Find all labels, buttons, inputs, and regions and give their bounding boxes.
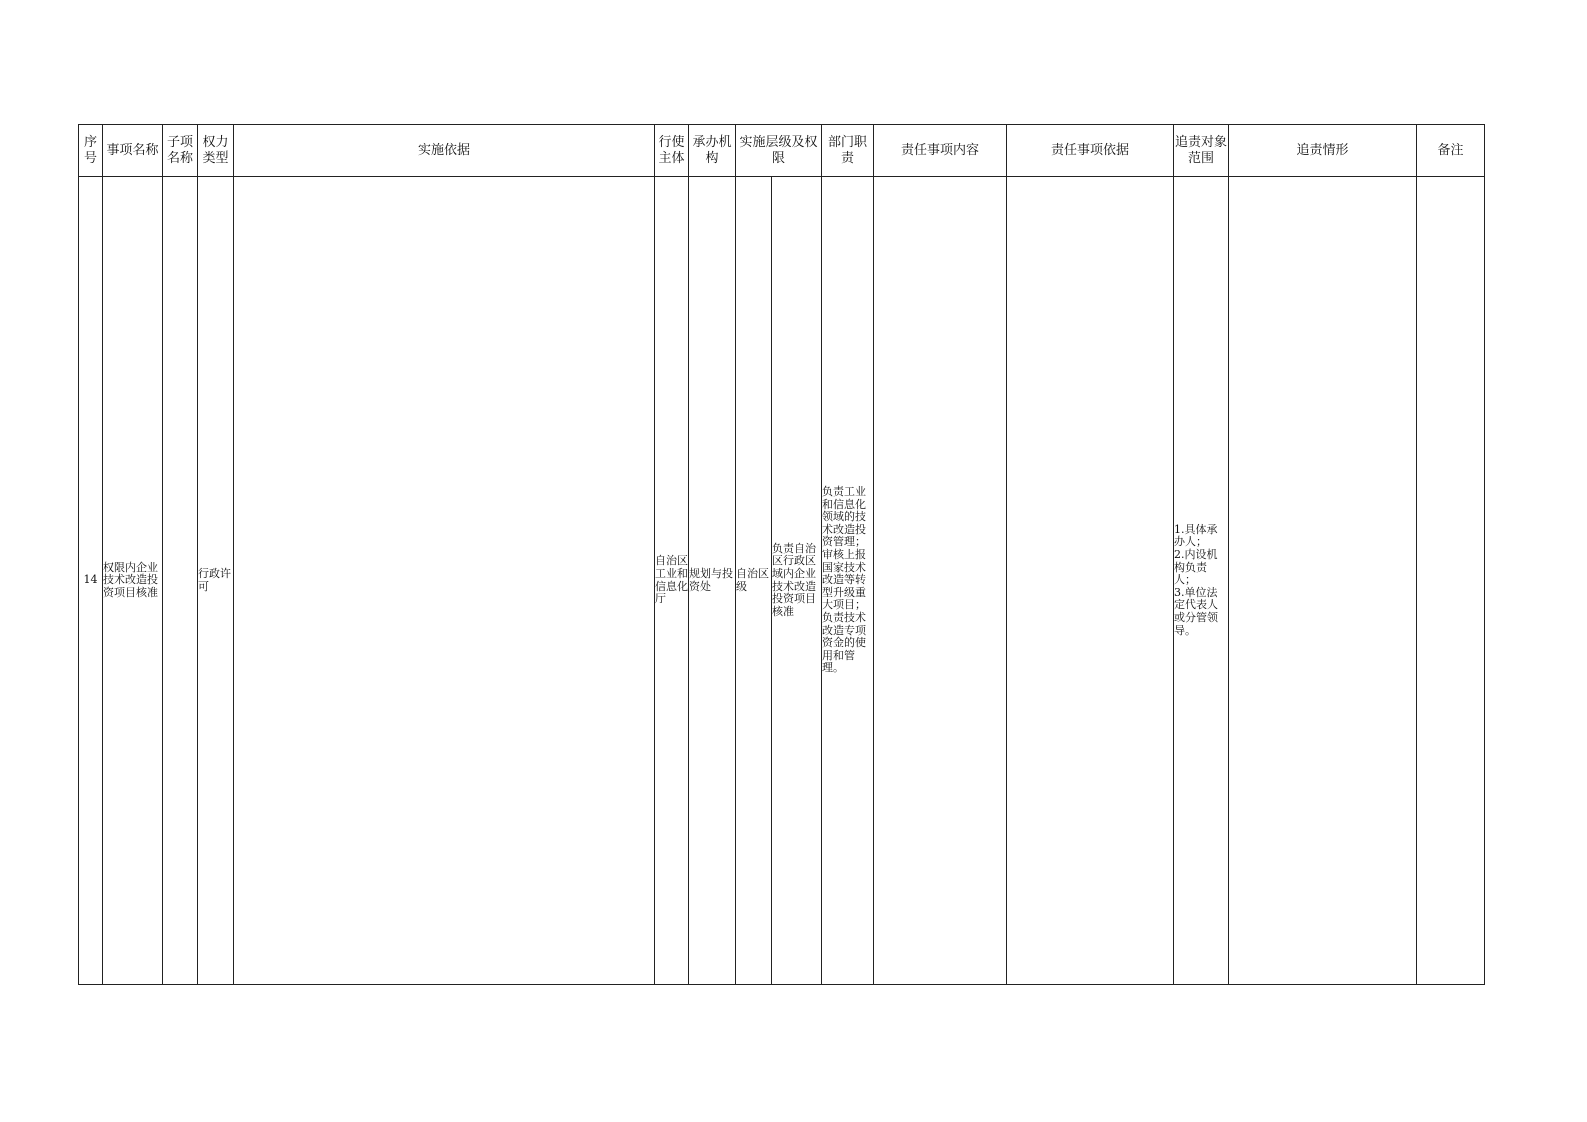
header-scope: 追责对象范围 (1174, 125, 1229, 177)
header-power-type: 权力类型 (198, 125, 234, 177)
cell-item-name: 权限内企业技术改造投资项目核准 (103, 177, 163, 985)
cell-sub-name (163, 177, 198, 985)
cell-basis (234, 177, 655, 985)
cell-level-scope: 负责自治区行政区域内企业技术改造投资项目核准 (772, 177, 822, 985)
cell-scope: 1.具体承办人； 2.内设机构负责人； 3.单位法定代表人或分管领导。 (1174, 177, 1229, 985)
header-handler: 承办机构 (689, 125, 736, 177)
header-basis: 实施依据 (234, 125, 655, 177)
cell-level: 自治区级 (736, 177, 772, 985)
table-row (79, 177, 1485, 985)
header-duty: 部门职责 (822, 125, 874, 177)
cell-note (1417, 177, 1485, 985)
cell-situation (1229, 177, 1417, 985)
header-resp-basis: 责任事项依据 (1007, 125, 1174, 177)
cell-handler: 规划与投资处 (689, 177, 736, 985)
cell-duty: 负责工业和信息化领域的技术改造投资管理；审核上报国家技术改造等转型升级重大项目；负责技术改造专项资金的使用和管理。 (822, 177, 874, 985)
cell-power-type: 行政许可 (198, 177, 234, 985)
header-level: 实施层级及权限 (736, 125, 822, 177)
header-seq: 序号 (79, 125, 103, 177)
cell-subject: 自治区工业和信息化厅 (655, 177, 689, 985)
header-resp-content: 责任事项内容 (874, 125, 1007, 177)
header-row (79, 125, 1485, 177)
header-note: 备注 (1417, 125, 1485, 177)
header-situation: 追责情形 (1229, 125, 1417, 177)
header-item-name: 事项名称 (103, 125, 163, 177)
header-sub-name: 子项名称 (163, 125, 198, 177)
cell-resp-basis (1007, 177, 1174, 985)
cell-resp-content (874, 177, 1007, 985)
power-list-table (78, 124, 1485, 985)
cell-seq: 14 (79, 177, 103, 985)
header-subject: 行使主体 (655, 125, 689, 177)
